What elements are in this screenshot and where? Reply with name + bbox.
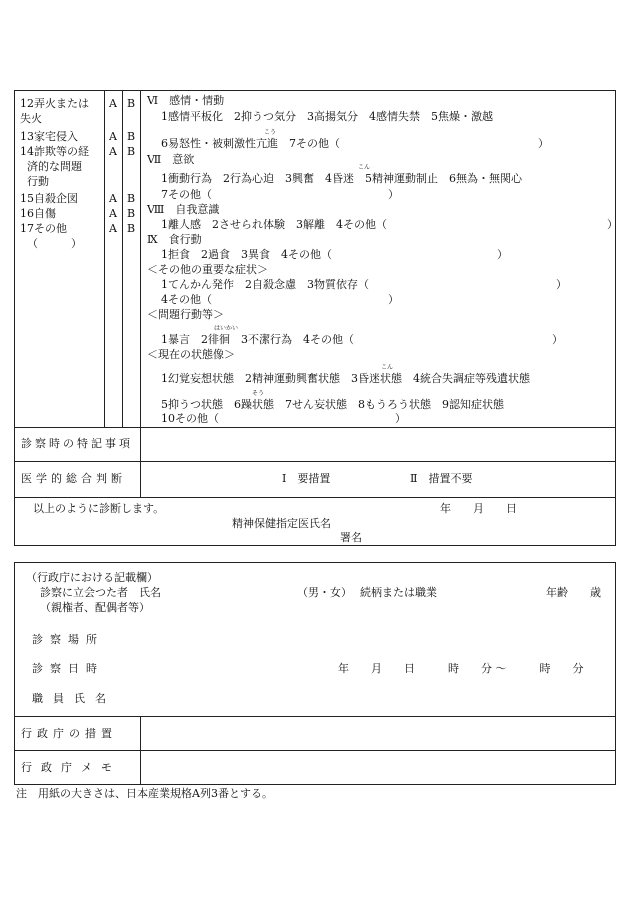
section-viii-heading: Ⅷ 自我意識	[147, 203, 220, 216]
row-line-3	[14, 497, 616, 498]
paper-size-note: 注 用紙の大きさは、日本産業規格A列3番とする。	[16, 787, 273, 800]
item-12-line2: 失火	[20, 112, 42, 125]
section-vi-heading: Ⅵ 感情・情動	[147, 94, 225, 107]
admin-memo-label: 行政庁メモ	[21, 761, 121, 774]
item-17-a[interactable]: A	[109, 222, 117, 235]
diagnosis-date[interactable]: 年 月 日	[440, 502, 517, 515]
label-divider	[140, 427, 141, 497]
section-vii-line1: 1衝動行為 2行為心迫 3興奮 4昏迷 5精神運動制止 6無為・無関心	[161, 172, 522, 185]
doctor-name-label: 精神保健指定医氏名	[232, 517, 331, 530]
item-12-b[interactable]: B	[127, 97, 136, 110]
signature-label: 署名	[340, 531, 362, 544]
section-ix-line1: 1拒食 2過食 3異食 4その他（ ）	[161, 248, 508, 261]
item-16-line1: 16自傷	[20, 207, 56, 220]
attendee-label: 診察に立会つた者 氏名	[40, 586, 161, 599]
item-17-line1: 17その他	[20, 222, 67, 235]
section-viii-line1: 1離人感 2させられ体験 3解離 4その他（ ）	[161, 218, 618, 231]
behavior-heading: ＜問題行動等＞	[147, 308, 224, 321]
top-table-border-right	[615, 90, 616, 545]
admin-memo-field[interactable]	[142, 752, 614, 783]
row-line-2	[14, 461, 616, 462]
row-line-1	[14, 427, 616, 428]
top-table-border-bottom	[14, 545, 616, 546]
item-15-a[interactable]: A	[109, 192, 117, 205]
other-symptoms-line2: 4その他（ ）	[161, 293, 399, 306]
admin-measure-field[interactable]	[142, 718, 614, 749]
current-state-line3: 10その他（ ）	[161, 412, 406, 425]
behavior-line1: 1暴言 2徘徊 3不潔行為 4その他（ ）	[161, 333, 563, 346]
current-state-ruby2: そう	[252, 390, 265, 397]
section-vi-ruby: こう	[264, 129, 277, 136]
item-16-b[interactable]: B	[127, 207, 136, 220]
item-12-line1: 12弄火または	[20, 97, 89, 110]
current-state-line2: 5抑うつ状態 6躁状態 7せん妄状態 8もうろう状態 9認知症状態	[161, 398, 504, 411]
item-17-b[interactable]: B	[127, 222, 136, 235]
item-14-line1: 14詐欺等の経	[20, 145, 89, 158]
other-symptoms-line1: 1てんかん発作 2自殺念慮 3物質依存（ ）	[161, 278, 567, 291]
bottom-label-divider	[140, 716, 141, 784]
special-notes-label: 診察時の特記事項	[21, 437, 133, 450]
section-vii-ruby: こん	[358, 164, 371, 171]
exam-datetime-value[interactable]: 年 月 日 時 分 ～ 時 分	[338, 662, 584, 675]
section-vi-line1: 1感情平板化 2抑うつ気分 3高揚気分 4感情失禁 5焦燥・激越	[161, 110, 493, 123]
admin-header: （行政庁における記載欄）	[26, 571, 158, 584]
item-13-a[interactable]: A	[109, 130, 117, 143]
current-state-heading: ＜現在の状態像＞	[147, 348, 235, 361]
bottom-table-border-top	[14, 562, 616, 563]
attendee-sex[interactable]: （男・女）	[297, 586, 352, 599]
item-14-line3: 行動	[27, 175, 49, 188]
bottom-table-border-bottom	[14, 784, 616, 785]
section-vii-heading: Ⅶ 意欲	[147, 153, 195, 166]
col-divider-3	[140, 90, 141, 427]
special-notes-field[interactable]	[142, 429, 614, 460]
item-15-line1: 15自殺企図	[20, 192, 78, 205]
behavior-ruby: はいかい	[214, 325, 239, 332]
item-15-b[interactable]: B	[127, 192, 136, 205]
item-13-line1: 13家宅侵入	[20, 130, 78, 143]
attendee-age-label: 年齢 歳	[546, 586, 601, 599]
current-state-ruby1: こん	[381, 364, 394, 371]
top-table-border-left	[14, 90, 15, 545]
staff-name-label: 職員氏名	[32, 692, 116, 705]
diagnosis-statement: 以上のように診断します。	[33, 502, 165, 515]
item-13-b[interactable]: B	[127, 130, 136, 143]
attendee-relation-label: 続柄または職業	[360, 586, 437, 599]
item-14-line2: 済的な問題	[27, 160, 82, 173]
section-vi-line2: 6易怒性・被刺激性亢進 7その他（ ）	[161, 137, 549, 150]
item-12-a[interactable]: A	[109, 97, 117, 110]
item-14-b[interactable]: B	[127, 145, 136, 158]
judgment-option-1[interactable]: Ⅰ 要措置	[282, 472, 331, 485]
current-state-line1: 1幻覚妄想状態 2精神運動興奮状態 3昏迷状態 4統合失調症等残遺状態	[161, 372, 530, 385]
judgment-label: 医学的総合判断	[21, 472, 126, 485]
bottom-row-line-1	[14, 716, 616, 717]
section-ix-heading: Ⅸ 食行動	[147, 233, 202, 246]
exam-place-label: 診察場所	[32, 633, 104, 646]
section-vii-line2: 7その他（ ）	[161, 188, 399, 201]
item-16-a[interactable]: A	[109, 207, 117, 220]
bottom-row-line-2	[14, 750, 616, 751]
other-symptoms-heading: ＜その他の重要な症状＞	[147, 263, 268, 276]
exam-datetime-label: 診察日時	[32, 662, 104, 675]
item-14-a[interactable]: A	[109, 145, 117, 158]
col-divider-1	[104, 90, 105, 427]
guardian-note: （親権者、配偶者等）	[40, 601, 150, 614]
judgment-option-2[interactable]: Ⅱ 措置不要	[410, 472, 473, 485]
admin-measure-label: 行政庁の措置	[21, 727, 117, 740]
col-divider-2	[122, 90, 123, 427]
item-17-line2: （ ）	[27, 237, 82, 250]
